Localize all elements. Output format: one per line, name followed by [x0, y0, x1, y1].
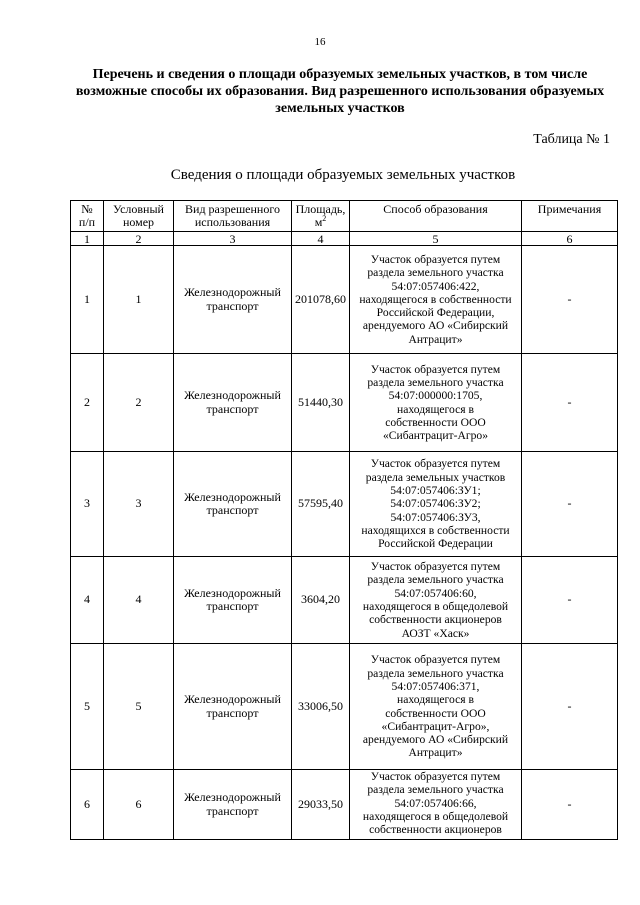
table-row — [71, 354, 618, 452]
row-num-cell: 1 — [71, 246, 104, 354]
cell-line: раздела земельного участка — [367, 666, 504, 680]
cell-line: собственности ООО — [385, 706, 486, 720]
cell-line: Железнодорожный — [184, 285, 281, 300]
cell-line: Российской Федерации, — [376, 306, 495, 320]
table-row — [71, 246, 618, 354]
conditional-number-cell: 4 — [104, 557, 174, 644]
cell-line: 54:07:057406:371, — [391, 679, 480, 693]
cell-line: Железнодорожный — [184, 585, 281, 600]
note-cell: - — [522, 246, 618, 354]
row-num-cell: 4 — [71, 557, 104, 644]
header-conditional-number: Условный номер — [104, 201, 174, 232]
cell-line: раздела земельного участка — [367, 375, 504, 389]
column-number-cell: 4 — [292, 232, 350, 246]
cell-line: собственности акционеров — [369, 613, 502, 627]
cell-line: 54:07:057406:ЗУ3, — [390, 510, 481, 524]
cell-line: Железнодорожный — [184, 790, 281, 805]
table-row — [71, 770, 618, 840]
formation-method-cell — [350, 452, 522, 557]
cell-line: 54:07:000000:1705, — [388, 389, 483, 403]
permitted-use-cell — [174, 770, 292, 840]
conditional-number-cell: 2 — [104, 354, 174, 452]
area-cell: 3604,20 — [292, 557, 350, 644]
column-number-cell: 1 — [71, 232, 104, 246]
cell-line: 54:07:057406:422, — [391, 279, 480, 293]
cell-line: АОЗТ «Хаск» — [401, 626, 470, 640]
cell-line: Российской Федерации — [378, 537, 493, 551]
cell-line: раздела земельных участков — [365, 470, 506, 484]
table-row — [71, 644, 618, 770]
header-notes: Примечания — [522, 201, 618, 232]
cell-line: Участок образуется путем — [370, 770, 501, 783]
cell-line: транспорт — [206, 803, 259, 818]
cell-line: транспорт — [206, 298, 259, 313]
table-header-row — [71, 201, 618, 232]
table-title: Сведения о площади образуемых земельных участков — [170, 167, 516, 183]
cell-line: находящегося в общедолевой — [362, 600, 509, 613]
formation-method-cell — [350, 557, 522, 644]
cell-line: Участок образуется путем — [370, 362, 501, 376]
conditional-number-cell: 5 — [104, 644, 174, 770]
note-cell: - — [522, 770, 618, 840]
cell-line: находящегося в общедолевой — [362, 809, 509, 823]
cell-line: собственности ООО — [385, 415, 486, 429]
row-num-cell: 5 — [71, 644, 104, 770]
formation-method-cell — [350, 770, 522, 840]
cell-line: Антрацит» — [408, 746, 463, 760]
cell-line: находящихся в собственности — [361, 523, 510, 537]
header-area: Площадь, $м^2$ — [292, 201, 350, 232]
cell-line: 54:07:057406:ЗУ2; — [390, 497, 481, 511]
cell-line: Участок образуется путем — [370, 653, 501, 667]
cell-line: арендуемого АО «Сибирский — [362, 733, 509, 747]
cell-line: 54:07:057406:60, — [394, 586, 477, 600]
column-number-cell: 5 — [350, 232, 522, 246]
cell-line: транспорт — [206, 503, 259, 517]
row-num-cell: 2 — [71, 354, 104, 452]
table-number-label: Таблица № 1 — [533, 132, 610, 147]
cell-line: транспорт — [206, 705, 259, 720]
area-cell: 51440,30 — [292, 354, 350, 452]
cell-line: находящегося в — [397, 402, 474, 416]
cell-line: Железнодорожный — [184, 692, 281, 707]
cell-line: собственности акционеров — [369, 823, 502, 837]
header-num: № п/п — [71, 201, 104, 232]
area-cell: 33006,50 — [292, 644, 350, 770]
cell-line: «Сибантрацит-Агро» — [383, 429, 488, 443]
note-cell: - — [522, 557, 618, 644]
cell-line: арендуемого АО «Сибирский — [362, 319, 509, 333]
permitted-use-cell — [174, 246, 292, 354]
permitted-use-cell — [174, 452, 292, 557]
cell-line: Участок образуется путем — [370, 252, 501, 266]
column-number-cell: 3 — [174, 232, 292, 246]
column-numbers-row — [71, 232, 618, 246]
cell-line: Железнодорожный — [184, 388, 281, 403]
cell-line: «Сибантрацит-Агро», — [381, 719, 490, 733]
column-number-cell: 6 — [522, 232, 618, 246]
row-num-cell: 6 — [71, 770, 104, 840]
cell-line: 54:07:057406:66, — [394, 796, 477, 810]
document-heading: Перечень и сведения о площади образуемых земельных участков, в том числе возможные способы их образования. Вид разрешенного использования образуемых земельных участков — [75, 67, 605, 116]
header-permitted-use: Вид разрешенного использования — [174, 201, 292, 232]
page-number: 16 — [314, 36, 326, 48]
cell-line: находящегося в — [397, 693, 474, 707]
formation-method-cell — [350, 354, 522, 452]
note-cell: - — [522, 354, 618, 452]
cell-line: раздела земельного участка — [367, 266, 504, 280]
permitted-use-cell — [174, 644, 292, 770]
area-cell: 57595,40 — [292, 452, 350, 557]
table-row — [71, 557, 618, 644]
cell-line: Участок образуется путем — [370, 560, 501, 574]
header-formation-method: Способ образования — [350, 201, 522, 232]
cell-line: транспорт — [206, 599, 259, 613]
cell-line: раздела земельного участка — [367, 783, 504, 797]
conditional-number-cell: 6 — [104, 770, 174, 840]
cell-line: раздела земельного участка — [367, 573, 504, 587]
cell-line: 54:07:057406:ЗУ1; — [390, 484, 481, 498]
conditional-number-cell: 3 — [104, 452, 174, 557]
conditional-number-cell: 1 — [104, 246, 174, 354]
cell-line: Железнодорожный — [184, 489, 281, 504]
area-cell: 201078,60 — [292, 246, 350, 354]
land-plots-table — [70, 200, 618, 840]
column-number-cell: 2 — [104, 232, 174, 246]
permitted-use-cell — [174, 354, 292, 452]
cell-line: Антрацит» — [408, 332, 463, 346]
row-num-cell: 3 — [71, 452, 104, 557]
cell-line: Участок образуется путем — [370, 457, 501, 471]
cell-line: транспорт — [206, 401, 259, 416]
note-cell: - — [522, 452, 618, 557]
table-row — [71, 452, 618, 557]
cell-line: находящегося в собственности — [359, 292, 512, 306]
note-cell: - — [522, 644, 618, 770]
formation-method-cell — [350, 644, 522, 770]
permitted-use-cell — [174, 557, 292, 644]
area-cell: 29033,50 — [292, 770, 350, 840]
formation-method-cell — [350, 246, 522, 354]
